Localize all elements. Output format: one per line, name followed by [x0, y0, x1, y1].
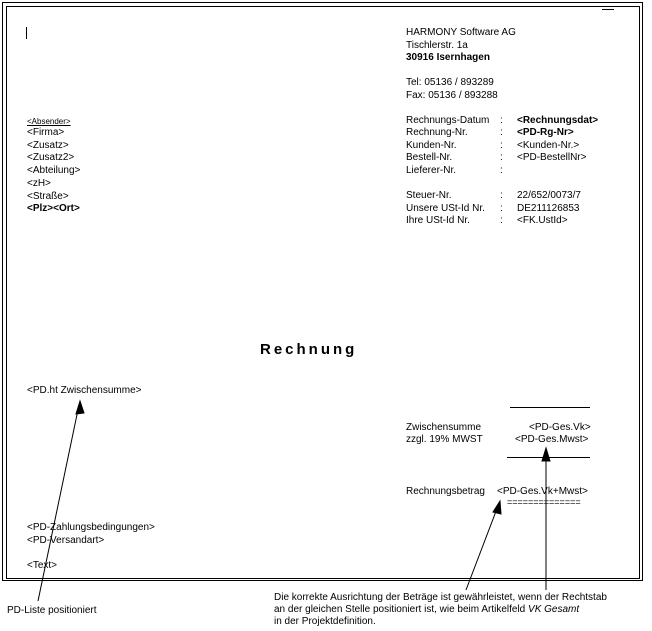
company-street: Tischlerstr. 1a [406, 40, 468, 51]
info-value: <FK.UstId> [517, 215, 568, 226]
info-value: DE211126853 [517, 203, 580, 214]
info-label: Lieferer-Nr. [406, 165, 457, 176]
list-placeholder: <PD.ht Zwischensumme> [27, 385, 142, 396]
info-value: <Rechnungsdat> [517, 115, 599, 126]
address-line: <Zusatz> [27, 140, 69, 151]
address-line: <Straße> [27, 191, 69, 202]
subtotal-label: Zwischensumme [406, 422, 482, 433]
right-arrow-head-2 [542, 448, 550, 461]
info-label: Kunden-Nr. [406, 140, 457, 151]
total-double-underline: ============== [507, 497, 581, 507]
address-line: <Firma> [27, 127, 65, 138]
company-fax: Fax: 05136 / 893288 [406, 90, 498, 101]
annotation-right-line3: in der Projektdefinition. [274, 616, 376, 627]
info-label: Ihre USt-Id Nr. [406, 215, 470, 226]
left-arrow-head [76, 401, 84, 414]
total-value: <PD-Ges.Vk+Mwst> [497, 486, 588, 497]
annotation-right-line1: Die korrekte Ausrichtung der Beträge ist gewährleistet, wenn der Rechtstab [274, 592, 607, 603]
info-label: Steuer-Nr. [406, 190, 452, 201]
info-separator: : [500, 127, 503, 138]
right-arrow-head-1 [493, 501, 501, 514]
address-line: <Zusatz2> [27, 152, 75, 163]
info-label: Bestell-Nr. [406, 152, 453, 163]
vat-label: zzgl. 19% MWST [406, 434, 483, 445]
annotation-field-name: VK Gesamt [528, 604, 580, 615]
info-separator: : [500, 215, 503, 226]
info-separator: : [500, 190, 503, 201]
total-label: Rechnungsbetrag [406, 486, 485, 497]
subtotal-value: <PD-Ges.Vk> [529, 422, 591, 433]
info-label: Rechnung-Nr. [406, 127, 468, 138]
annotation-right-line2 [274, 604, 579, 616]
info-value: 22/652/0073/7 [517, 190, 581, 201]
company-tel: Tel: 05136 / 893289 [406, 77, 494, 88]
info-label: Unsere USt-Id Nr. [406, 203, 485, 214]
free-text: <Text> [27, 560, 58, 571]
shipping-method: <PD-Versandart> [27, 535, 105, 546]
right-arrow-line-1 [466, 506, 498, 590]
info-separator: : [500, 115, 503, 126]
company-name: HARMONY Software AG [406, 27, 516, 38]
info-value: <Kunden-Nr.> [517, 140, 580, 151]
info-separator: : [500, 203, 503, 214]
vat-value: <PD-Ges.Mwst> [515, 434, 589, 445]
address-header: <Absender> [27, 117, 71, 126]
info-value: <PD-Rg-Nr> [517, 127, 574, 138]
info-separator: : [500, 152, 503, 163]
address-line: <Abteilung> [27, 165, 81, 176]
document-title: Rechnung [260, 341, 358, 358]
payment-terms: <PD-Zahlungsbedingungen> [27, 522, 155, 533]
annotation-left: PD-Liste positioniert [7, 605, 97, 616]
info-separator: : [500, 165, 503, 176]
annotation-right-line2-text: an der gleichen Stelle positioniert ist, wie beim Artikelfeld [274, 604, 529, 615]
info-value: <PD-BestellNr> [517, 152, 587, 163]
info-separator: : [500, 140, 503, 151]
company-city: 30916 Isernhagen [406, 52, 490, 63]
left-arrow-line [38, 405, 79, 601]
info-label: Rechnungs-Datum [406, 115, 490, 126]
address-line: <zH> [27, 178, 51, 189]
address-plz-ort: <Plz><Ort> [27, 203, 80, 214]
